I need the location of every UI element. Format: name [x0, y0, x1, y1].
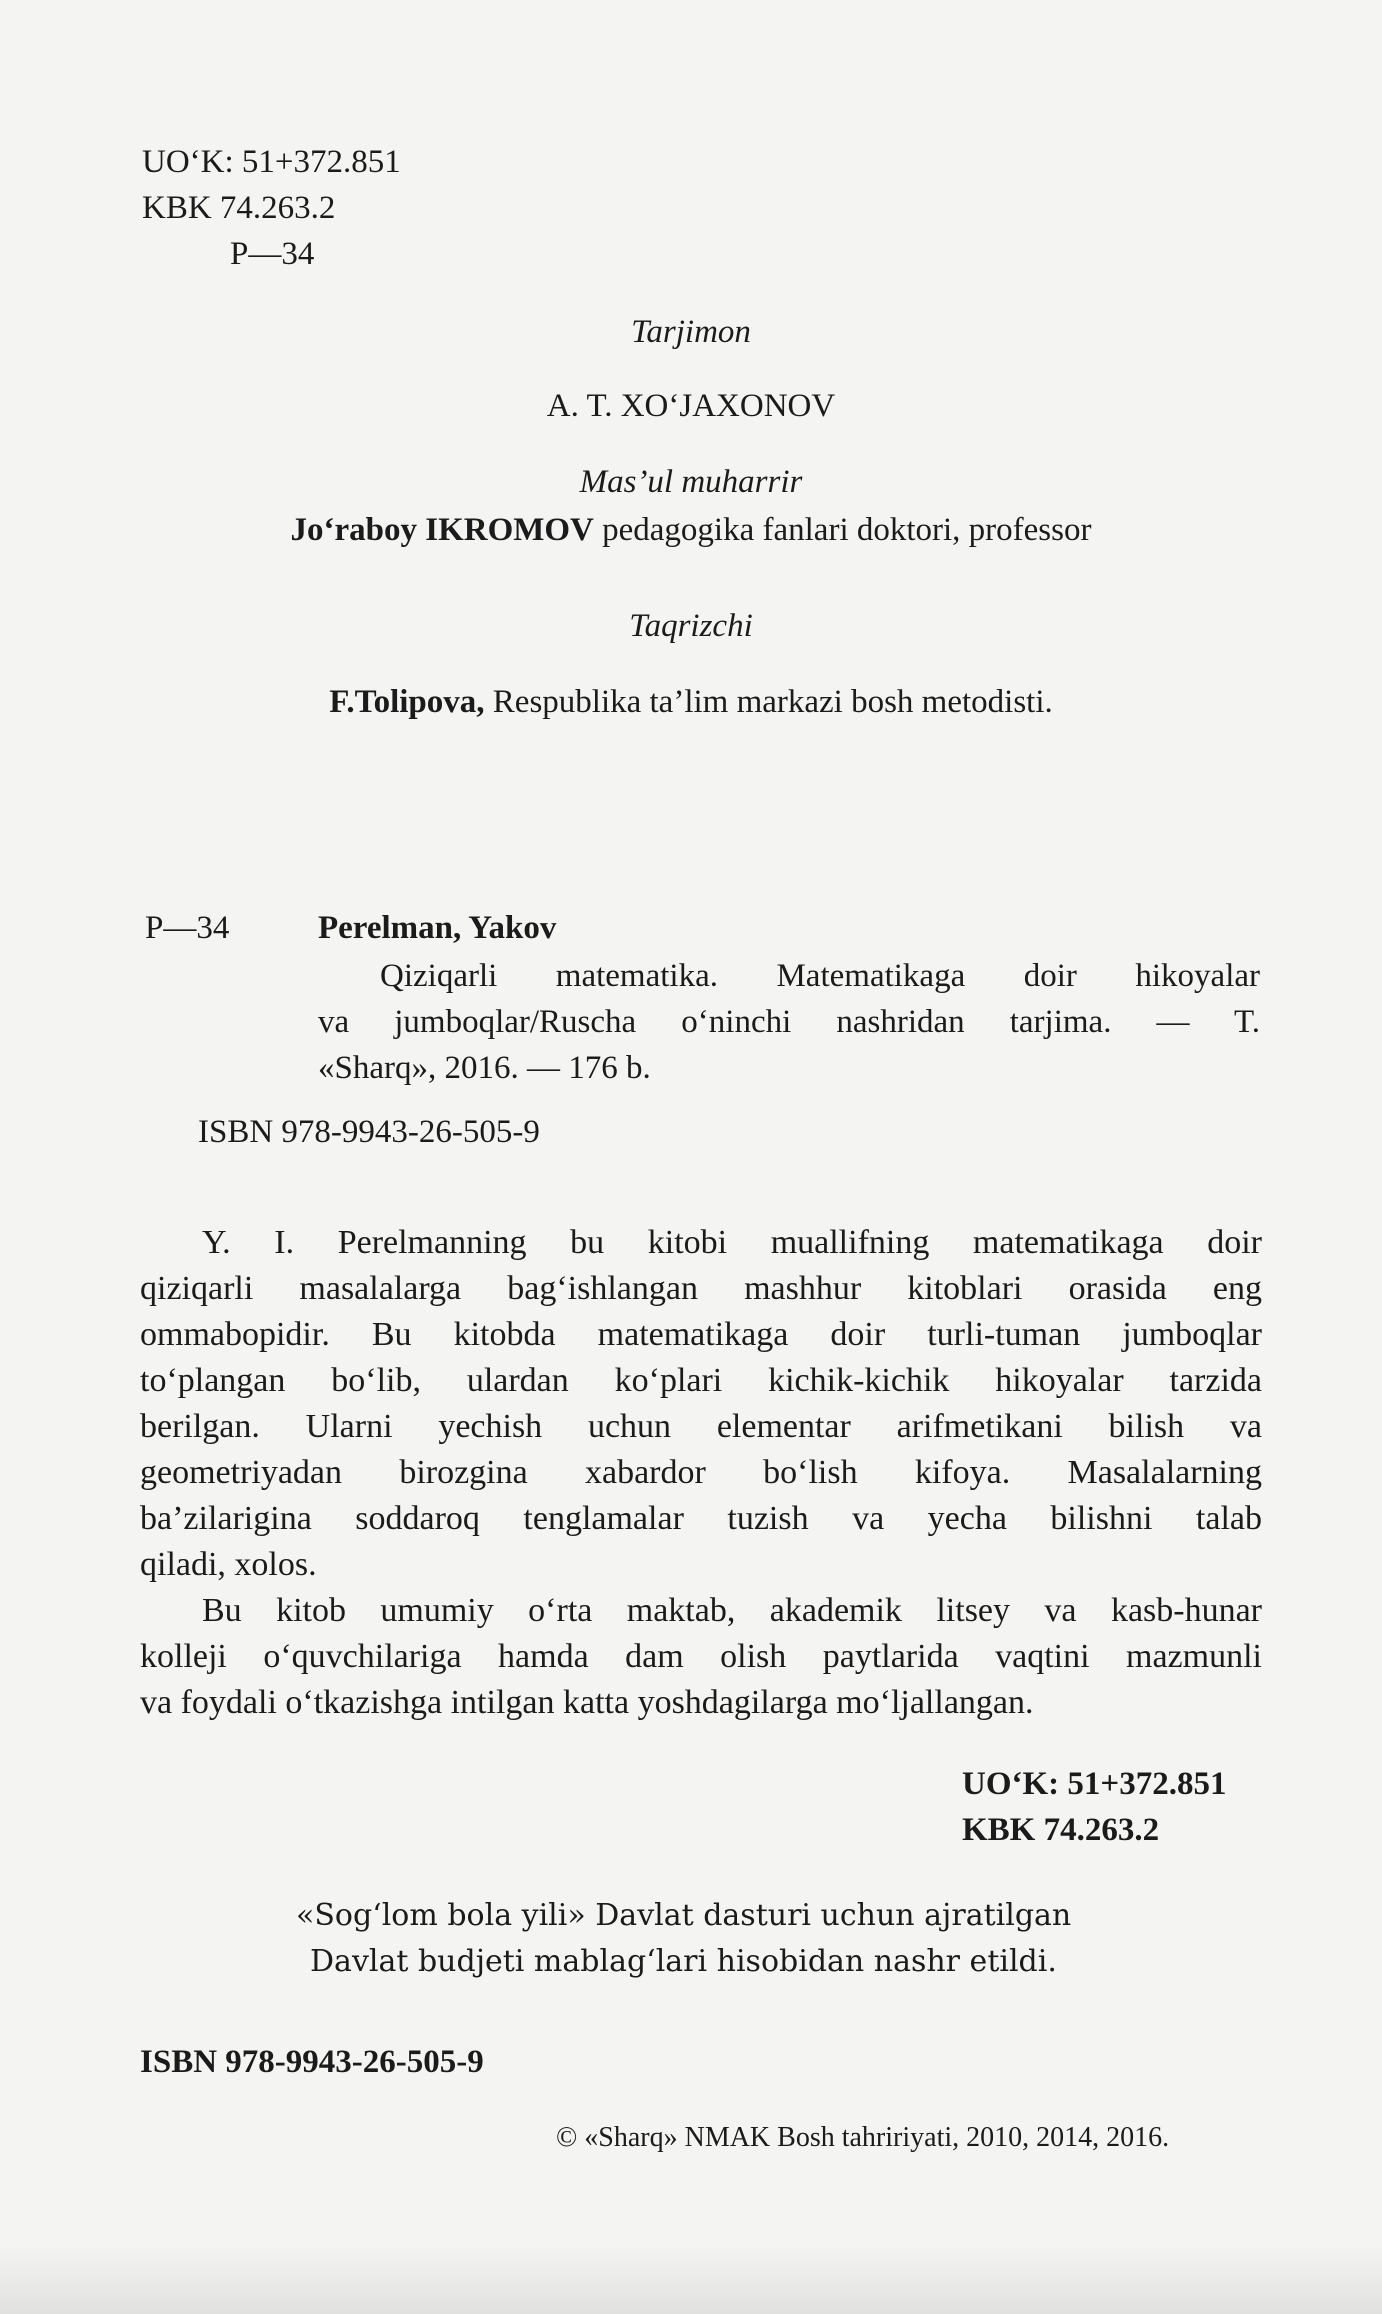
editor-name: Jo‘raboy IKROMOV [290, 512, 594, 548]
annotation-line: geometriyadan birozgina xabardor bo‘lish kifoya. Masalalarning [140, 1454, 1262, 1491]
annotation-line: to‘plangan bo‘lib, ulardan ko‘plari kichik-kichik hikoyalar tarzida [140, 1362, 1262, 1399]
funding-line-2: Davlat budjeti mablag‘lari hisobidan nashr etildi. [310, 1944, 1057, 1979]
catalog-author: Perelman, Yakov [318, 910, 557, 946]
reviewer-role: Taqrizchi [629, 608, 753, 644]
catalog-isbn: ISBN 978-9943-26-505-9 [198, 1114, 540, 1150]
page-edge-shadow [0, 2244, 1382, 2314]
editor-role: Mas’ul muharrir [579, 464, 803, 500]
catalog-desc-line-1: Qiziqarli matematika. Matematikaga doir hikoyalar [380, 958, 1260, 994]
annotation [140, 1220, 1262, 1726]
footer-isbn: ISBN 978-9943-26-505-9 [140, 2044, 484, 2080]
copyright-notice: © «Sharq» NMAK Bosh tahririyati, 2010, 2014, 2016. [556, 2122, 1170, 2153]
catalog-desc-line-2: va jumboqlar/Ruscha o‘ninchi nashridan tarjima. — T. [318, 1004, 1260, 1040]
annotation-line: ommabopidir. Bu kitobda matematikaga doir turli-tuman jumboqlar [140, 1316, 1262, 1353]
translator-name: A. T. XO‘JAXONOV [546, 388, 836, 424]
annotation-line: Bu kitob umumiy o‘rta maktab, akademik litsey va kasb-hunar [202, 1592, 1262, 1629]
annotation-line: Y. I. Perelmanning bu kitobi muallifning matematikaga doir [202, 1224, 1262, 1261]
annotation-line: kolleji o‘quvchilariga hamda dam olish paytlarida vaqtini mazmunli [140, 1638, 1262, 1675]
annotation-line: ba’zilarigina soddaroq tenglamalar tuzish va yecha bilishni talab [140, 1500, 1262, 1537]
author-mark: P—34 [230, 236, 315, 272]
annotation-line: qiziqarli masalalarga bag‘ishlangan mashhur kitoblari orasida eng [140, 1270, 1262, 1307]
classification-udk: UO‘K: 51+372.851 [962, 1766, 1227, 1802]
catalog-desc-line-3: «Sharq», 2016. — 176 b. [318, 1050, 651, 1086]
funding-line-1: «Sog‘lom bola yili» Davlat dasturi uchun ajratilgan [296, 1898, 1072, 1933]
reviewer-title: Respublika ta’lim markazi bosh metodisti. [484, 684, 1053, 720]
kbk-code: KBK 74.263.2 [142, 190, 336, 226]
catalog-code: P—34 [145, 910, 230, 946]
annotation-line: va foydali o‘tkazishga intilgan katta yoshdagilarga mo‘ljallangan. [140, 1684, 1034, 1721]
editor-line [0, 508, 1382, 552]
annotation-line: berilgan. Ularni yechish uchun elementar arifmetikani bilish va [140, 1408, 1262, 1445]
reviewer-line [0, 680, 1382, 724]
translator-role: Tarjimon [631, 314, 751, 350]
classification-kbk: KBK 74.263.2 [962, 1812, 1160, 1848]
editor-title: pedagogika fanlari doktori, professor [593, 512, 1092, 548]
udk-code: UO‘K: 51+372.851 [142, 144, 401, 180]
annotation-line: qiladi, xolos. [140, 1546, 317, 1583]
reviewer-name: F.Tolipova, [329, 684, 485, 720]
